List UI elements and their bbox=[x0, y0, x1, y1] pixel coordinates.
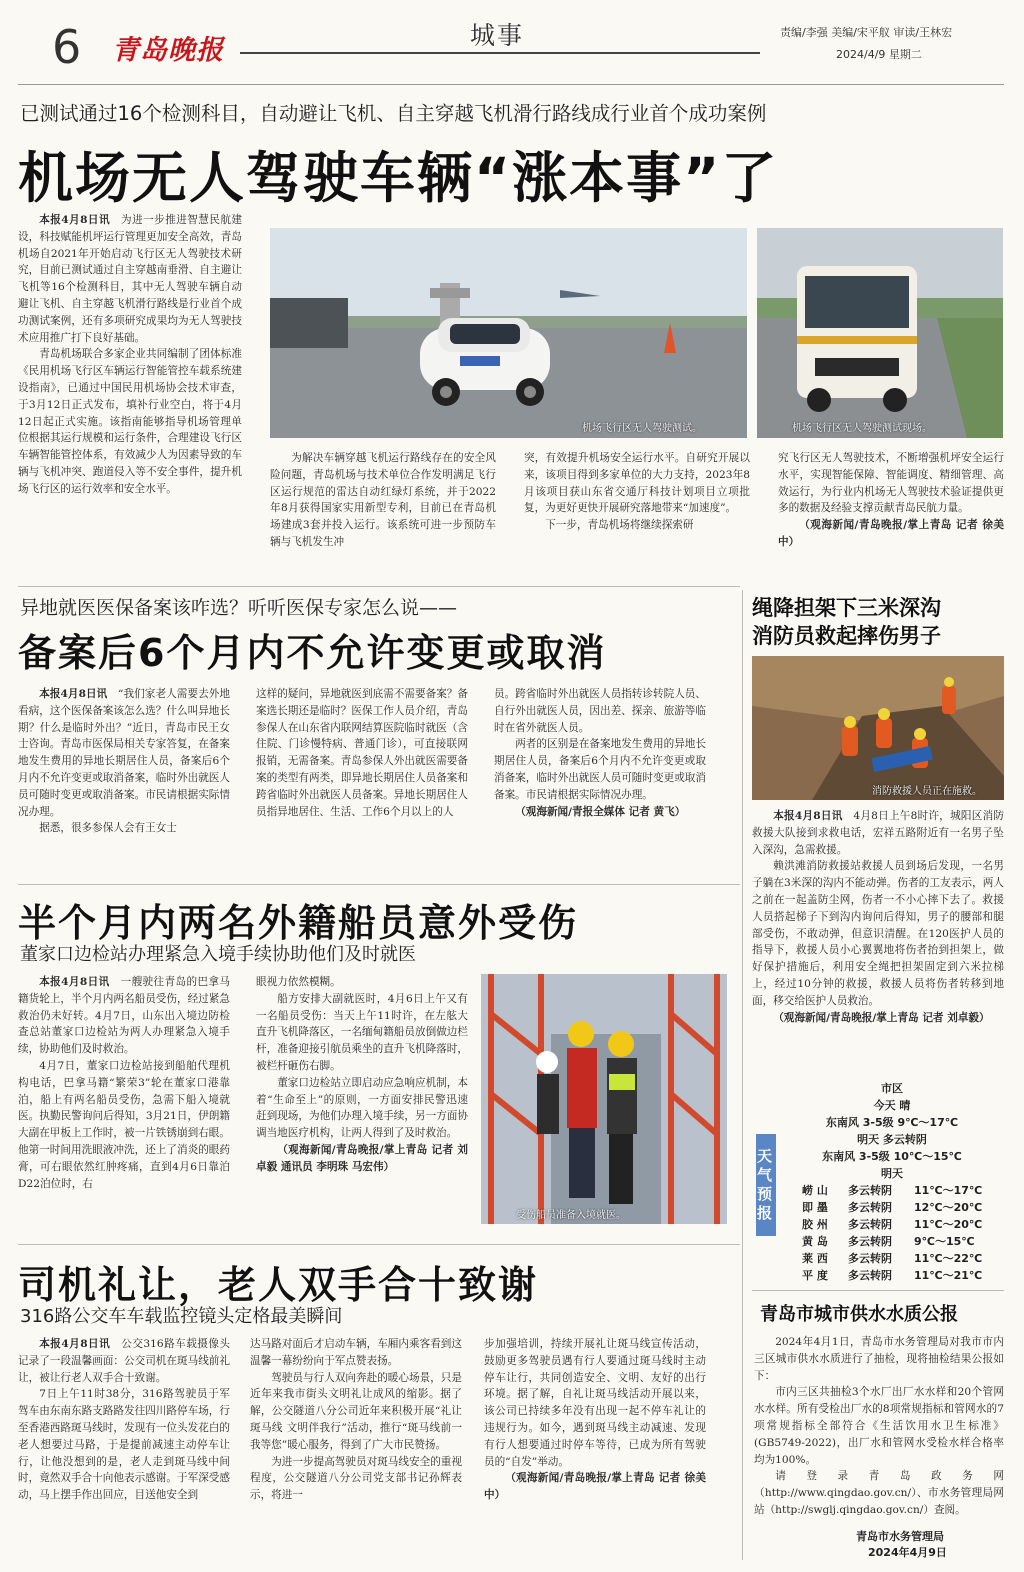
weather-region-temp: 9℃～15℃ bbox=[914, 1235, 975, 1248]
weather-region-temp: 11℃～17℃ bbox=[914, 1184, 983, 1197]
article2-p1: “我们家老人需要去外地看病，这个医保备案该怎么选？什么叫异地长期？什么是临时外出？”近日，青岛市民王女士咨询。青岛市医保局相关专家答复，在备案地发生费用的异地长期居住人员，备案后6个月内不允许变更或取消备案，临时外出就医人员可随时变更或取消备案。市民请根据实际情况办理。 bbox=[18, 688, 230, 818]
weather-region-temp: 11℃～21℃ bbox=[914, 1269, 983, 1282]
article2-col1 bbox=[18, 686, 230, 878]
article3-p2: 4月7日，董家口边检站接到船舶代理机构电话，巴拿马籍“繁荣3”轮在董家口港靠泊，船上有两名船员受伤，急需下船入境就医。执勤民警询问后得知，3月21日，伊朗籍大副在甲板上工作时，被一片铁锈崩到右眼。他第一时间用洗眼液冲洗，还上了消炎的眼药膏，可右眼依然红肿疼痛，直到4月6日靠泊D22泊位时，右 bbox=[18, 1059, 230, 1190]
weather-region-cond: 多云转阴 bbox=[848, 1269, 892, 1282]
weather-today: 今天 晴 bbox=[873, 1099, 911, 1112]
sidebar-lead: 本报4月8日讯 bbox=[773, 810, 843, 822]
divider-3 bbox=[18, 1244, 740, 1245]
article1-col2 bbox=[270, 450, 496, 576]
section-title: 城事 bbox=[470, 21, 525, 50]
notice-signer: 青岛市水务管理局 bbox=[856, 1530, 944, 1543]
notice-title: 青岛市城市供水水质公报 bbox=[760, 1304, 958, 1325]
issue-date: 2024/4/9 星期二 bbox=[836, 48, 922, 61]
sidebar-p1: 4月8日上午8时许，城阳区消防救援大队接到求救电话，宏祥五路附近有一名男子坠入深沟，急需救援。 bbox=[752, 810, 1004, 856]
weather-region-temp: 11℃～20℃ bbox=[914, 1218, 983, 1231]
article1-col3-p2: 下一步，青岛机场将继续探索研 bbox=[545, 519, 694, 532]
article4-p2: 7日上午11时38分，316路驾驶员于军驾车由东南东路支路路发往四川路停车场，行至香港西路斑马线时，发现有一位头发花白的老人想要过马路，于是提前减速主动停车让行，让他没想到的是，老人走到斑马线中间时，竟然双手合十向他表示感谢。于军深受感动，马上摆手作出回应，目送他安全到 bbox=[18, 1388, 230, 1502]
weather-region-row bbox=[784, 1250, 1000, 1267]
article2-col3 bbox=[494, 686, 706, 878]
sidebar-story-text bbox=[752, 808, 1004, 1070]
weather-label: 天气预报 bbox=[756, 1134, 776, 1236]
article2-kicker: 异地就医医保备案该咋选？听听医保专家怎么说—— bbox=[20, 597, 458, 619]
article3-col2 bbox=[256, 974, 468, 1234]
article4-col2 bbox=[250, 1336, 462, 1562]
article4-lead: 本报4月8日讯 bbox=[39, 1338, 111, 1350]
article4-col1 bbox=[18, 1336, 230, 1562]
article2-col2 bbox=[256, 686, 468, 878]
header-rule-right bbox=[18, 84, 1004, 85]
article3-byline: （观海新闻/青岛晚报/掌上青岛 记者 刘卓毅 通讯员 李明珠 马宏伟） bbox=[256, 1143, 468, 1173]
editors: 责编/李强 美编/宋平舣 审读/王林宏 bbox=[780, 26, 953, 39]
article1-p2: 青岛机场联合多家企业共同编制了团体标准《民用机场飞行区车辆运行智能管控车载系统建设指南》，已通过中国民用机场协会技术审查，于3月12日正式发布，填补行业空白，将于4月12日起正式实施。该指南能够指导机场管理单位根据其运行规模和运行条件，合理建设飞行区车辆智能管控体系，有效减少人为因素导致的车辆与飞机冲突、跑道侵入等不安全事件，提升机场飞行区的运行效率和安全水平。 bbox=[18, 348, 242, 495]
article4-col2-p1: 达马路对面后才启动车辆，车厢内乘客看到这温馨一幕纷纷向于军点赞表扬。 bbox=[250, 1338, 462, 1367]
sidebar-byline: （观海新闻/青岛晚报/掌上青岛 记者 刘卓毅） bbox=[773, 1011, 990, 1024]
weather-region-cond: 多云转阴 bbox=[848, 1184, 892, 1197]
article1-col2-text: 为解决车辆穿越飞机运行路线存在的安全风险问题，青岛机场与技术单位合作发明满足飞行区运行规范的雷达自动红绿灯系统，并于2022年8月获得国家实用新型专利，目前已在青岛机场建成3套并投入运行。该系统可进一步预防车辆与飞机发生冲 bbox=[270, 452, 496, 548]
weather-region-row bbox=[784, 1233, 1000, 1250]
article3-photo-sailors bbox=[481, 974, 727, 1224]
weather-regions-title: 明天 bbox=[881, 1167, 903, 1180]
weather-panel bbox=[784, 1080, 1000, 1284]
weather-today-detail: 东南风 3-5级 9℃～17℃ bbox=[825, 1116, 959, 1129]
article3-subhead: 董家口边检站办理紧急入境手续协助他们及时就医 bbox=[20, 944, 416, 965]
weather-region-cond: 多云转阴 bbox=[848, 1201, 892, 1214]
notice-p2: 市内三区共抽检3个水厂出厂水水样和20个管网水水样。所有受检出厂水的8项常规指标和管网水的7项常规指标全部符合《生活饮用水卫生标准》(GB5749-2022)，出厂水和管网水受检水样合格率均为100%。 bbox=[754, 1386, 1004, 1466]
notice-p1: 2024年4月1日，青岛市水务管理局对我市市内三区城市供水水质进行了抽检，现将抽检结果公报如下： bbox=[754, 1336, 1004, 1382]
article2-lead: 本报4月8日讯 bbox=[39, 688, 108, 700]
article4-col3-text: 步加强培训，持续开展礼让斑马线宣传活动，鼓励更多驾驶员遇有行人要通过斑马线时主动停车让行，共同创造安全、文明、友好的出行环境。据了解，自礼让斑马线活动开展以来，该公司已持续多年没有出现一起不停车礼让的违规行为。如今，遇到斑马线主动减速、发现有行人想要通过时停车等待，已成为所有驾驶员的“自发”举动。 bbox=[484, 1338, 706, 1468]
article4-headline: 司机礼让，老人双手合十致谢 bbox=[18, 1263, 539, 1307]
sidebar-photo-rescue bbox=[752, 656, 1004, 800]
weather-region-temp: 12℃～20℃ bbox=[914, 1201, 983, 1214]
weather-city-title: 市区 bbox=[881, 1082, 903, 1095]
article1-col3 bbox=[524, 450, 750, 576]
article1-p1: 为进一步推进智慧民航建设，科技赋能机坪运行管理更加安全高效，青岛机场自2021年开始启动飞行区无人驾驶技术研究，目前已测试通过自主穿越南垂滑、自主避让飞机等16个检测科目，其中无人驾驶车辆自动避让飞机、自主穿越飞机滑行路线是行业首个成功测试案例，还有多项研究成果均为无人驾驶技术应用推广打下良好基础。 bbox=[18, 214, 242, 344]
article4-col2-p3: 为进一步提高驾驶员对斑马线安全的重视程度，公交隧道八分公司党支部书记孙辉表示，将进一 bbox=[250, 1455, 462, 1502]
article3-headline: 半个月内两名外籍船员意外受伤 bbox=[18, 901, 579, 945]
article4-subhead: 316路公交车车载监控镜头定格最美瞬间 bbox=[20, 1306, 343, 1327]
article1-col4 bbox=[778, 450, 1004, 576]
article1-col1 bbox=[18, 212, 242, 576]
article1-headline: 机场无人驾驶车辆“涨本事”了 bbox=[18, 146, 779, 210]
article1-photo1-caption: 机场飞行区无人驾驶测试。 bbox=[582, 423, 702, 434]
article3-col2-p2: 船方安排大副就医时，4月6日上午又有一名船员受伤：当天上午11时许，在左舷大直升飞机降落区，一名缅甸籍船员放倒做边栏杆，准备迎接引航员乘坐的直升飞机降落时，被栏杆砸伤右脚。 bbox=[256, 992, 468, 1072]
divider-2 bbox=[18, 884, 740, 885]
article3-photo-caption: 受伤船员准备入境就医。 bbox=[516, 1210, 626, 1221]
article4-byline: （观海新闻/青岛晚报/掌上青岛 记者 徐美中） bbox=[484, 1472, 706, 1502]
weather-region-temp: 11℃～22℃ bbox=[914, 1252, 983, 1265]
sidebar-divider bbox=[742, 590, 743, 1560]
article3-col1 bbox=[18, 974, 230, 1234]
article2-headline: 备案后6个月内不允许变更或取消 bbox=[18, 631, 607, 675]
sidebar-p2: 赖洪滩消防救援站救援人员到场后发现，一名男子躺在3米深的沟内不能动弹。伤者的工友表示，两人之前在一起盖防尘网，伤者一不小心摔下去了。救援人员搭起梯子下到沟内询问后得知，男子的腰部和腿部受伤，不敢动弹，但意识清醒。在120医护人员的指导下，救援人员小心翼翼地将伤者抬到担架上，做好保护措施后，利用安全绳把担架固定到六米拉梯上，经过10分钟的救援，救援人员将伤者转移到地面，移交给医护人员救治。 bbox=[752, 860, 1004, 1007]
weather-region-cond: 多云转阴 bbox=[848, 1235, 892, 1248]
article1-photo-airport-car bbox=[270, 228, 747, 438]
weather-region-cond: 多云转阴 bbox=[848, 1218, 892, 1231]
weather-region-name: 崂 山 bbox=[802, 1184, 828, 1197]
article1-lead: 本报4月8日讯 bbox=[39, 214, 110, 226]
sidebar-photo-caption: 消防救援人员正在施救。 bbox=[872, 786, 982, 797]
weather-region-name: 即 墨 bbox=[802, 1201, 828, 1214]
weather-region-row bbox=[784, 1267, 1000, 1284]
header-rule bbox=[240, 52, 760, 54]
weather-region-name: 莱 西 bbox=[802, 1252, 828, 1265]
notice-text bbox=[754, 1334, 1004, 1528]
article1-byline: （观海新闻/青岛晚报/掌上青岛 记者 徐美中） bbox=[778, 519, 1004, 548]
notice-top-rule bbox=[752, 1290, 1004, 1291]
article2-col3-p2: 两者的区别是在备案地发生费用的异地长期居住人员，备案后6个月内不允许变更或取消备案，临时外出就医人员可随时变更或取消备案。市民请根据实际情况办理。 bbox=[494, 738, 706, 801]
article1-photo2-caption: 机场飞行区无人驾驶测试现场。 bbox=[792, 423, 932, 434]
sidebar-headline-2: 消防员救起摔伤男子 bbox=[752, 624, 941, 648]
article2-p2: 据悉，很多参保人会有王女士 bbox=[39, 822, 177, 835]
weather-region-row bbox=[784, 1199, 1000, 1216]
article4-col3 bbox=[484, 1336, 706, 1562]
article2-byline: （观海新闻/青报全媒体 记者 黄飞） bbox=[515, 805, 686, 818]
weather-region-row bbox=[784, 1216, 1000, 1233]
weather-tomorrow-detail: 东南风 3-5级 10℃～15℃ bbox=[822, 1150, 962, 1163]
notice-p3: 请登录青岛政务网（http://www.qingdao.gov.cn/）、市水务管理局网站（http://swglj.qingdao.gov.cn/）查阅。 bbox=[754, 1470, 1004, 1516]
article1-kicker: 已测试通过16个检测科目，自动避让飞机、自主穿越飞机滑行路线成行业首个成功案例 bbox=[20, 102, 767, 125]
article4-p1: 公交316路车载摄像头记录了一段温馨画面：公交司机在斑马线前礼让，被让行老人双手合十致谢。 bbox=[18, 1338, 230, 1384]
article3-col2-p1: 眼视力依然模糊。 bbox=[256, 976, 341, 988]
weather-region-name: 胶 州 bbox=[802, 1218, 828, 1231]
article3-p1: 一艘驶往青岛的巴拿马籍货轮上，半个月内两名船员受伤，经过紧急救治仍未好转。4月7日，山东出入境边防检查总站董家口边检站为两人办理紧急入境手续，协助他们及时救治。 bbox=[18, 976, 230, 1056]
article2-col2-text: 这样的疑问，异地就医到底需不需要备案？备案选长期还是临时？医保工作人员介绍，青岛参保人在山东省内联网结算医院临时就医（含住院、门诊慢特病、普通门诊），可直接联网报销，无需备案。青岛参保人外出就医需要备案的类型有两类，即异地长期居住人员备案和跨省临时外出就医人员备案。异地长期居住人员指异地居住、生活、工作6个月以上的人 bbox=[256, 688, 468, 818]
divider-1 bbox=[18, 586, 740, 587]
weather-regions bbox=[784, 1182, 1000, 1284]
article3-col2-p3: 董家口边检站立即启动应急响应机制，本着“生命至上”的原则，一方面安排民警迅速赶到现场，为他们办理入境手续，另一方面协调当地医疗机构，让两人得到了及时救治。 bbox=[256, 1076, 468, 1140]
sidebar-headline-1: 绳降担架下三米深沟 bbox=[752, 596, 941, 620]
weather-region-name: 黄 岛 bbox=[802, 1235, 828, 1248]
weather-region-cond: 多云转阴 bbox=[848, 1252, 892, 1265]
weather-region-name: 平 度 bbox=[802, 1269, 828, 1282]
article3-lead: 本报4月8日讯 bbox=[39, 976, 110, 988]
weather-tomorrow: 明天 多云转阴 bbox=[857, 1133, 927, 1146]
paper-logo: 青岛晚报 bbox=[112, 35, 224, 66]
article1-col3-p1: 突，有效提升机场安全运行水平。自研究开展以来，该项目得到多家单位的大力支持，2023年8月该项目获山东省交通厅科技计划项目立项批复，为更好更快开展研究落地带来“加速度”。 bbox=[524, 452, 750, 515]
article1-photo-bus bbox=[757, 228, 1003, 438]
article1-col4-text: 究飞行区无人驾驶技术，不断增强机坪安全运行水平，实现智能保障、智能调度、精细管理、高效运行，为行业内机场无人驾驶技术验证提供更多的数据及经验支撑贡献青岛民航力量。 bbox=[778, 452, 1004, 515]
article2-col3-p1: 员。跨省临时外出就医人员指转诊转院人员、自行外出就医人员，因出差、探亲、旅游等临时在省外就医人员。 bbox=[494, 688, 706, 734]
page-number: 6 bbox=[52, 20, 82, 74]
weather-region-row bbox=[784, 1182, 1000, 1199]
article4-col2-p2: 驾驶员与行人双向奔赴的暖心场景，只是近年来我市街头文明礼让成风的缩影。据了解，公交隧道八分公司近年来积极开展“礼让斑马线 文明伴我行”活动，推行“斑马线前一我等您”暖心服务，得到了广大市民赞扬。 bbox=[250, 1371, 462, 1451]
notice-date: 2024年4月9日 bbox=[868, 1546, 947, 1559]
